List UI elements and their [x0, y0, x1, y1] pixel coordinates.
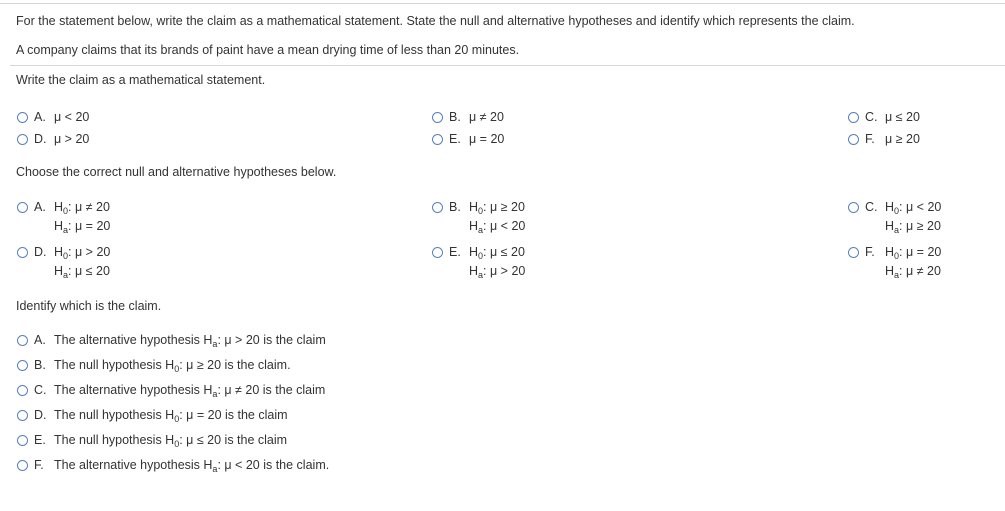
option-letter: D. — [34, 408, 47, 422]
option-letter: B. — [449, 110, 461, 124]
hypotheses-pair — [885, 243, 941, 281]
radio-button[interactable] — [432, 112, 443, 123]
part2-option-e[interactable] — [432, 245, 525, 281]
part2-option-b[interactable] — [432, 200, 525, 236]
option-letter: D. — [34, 245, 47, 259]
part1-option-a[interactable] — [17, 110, 89, 125]
null-hypothesis: $H_0$: μ = 20 — [885, 245, 942, 261]
radio-button[interactable] — [17, 335, 28, 346]
hypotheses-pair — [885, 198, 941, 236]
option-letter: E. — [34, 433, 46, 447]
hypotheses-pair — [54, 243, 110, 281]
radio-button[interactable] — [17, 435, 28, 446]
part2-option-f[interactable] — [848, 245, 941, 281]
part3-instruction: Identify which is the claim. — [16, 299, 162, 313]
part2-option-c[interactable] — [848, 200, 941, 236]
radio-button[interactable] — [17, 247, 28, 258]
alternative-hypothesis: $H_a$: μ ≠ 20 — [885, 264, 941, 280]
alternative-hypothesis: $H_a$: μ ≤ 20 — [54, 264, 110, 280]
part3-option-a[interactable] — [17, 333, 326, 348]
option-text: μ ≤ 20 — [885, 110, 920, 124]
option-letter: B. — [449, 200, 461, 214]
radio-button[interactable] — [17, 460, 28, 471]
option-letter: B. — [34, 358, 46, 372]
option-text: μ ≥ 20 — [885, 132, 920, 146]
radio-button[interactable] — [17, 360, 28, 371]
option-text: The alternative hypothesis $H_a$: μ > 20 is the claim — [54, 333, 326, 349]
radio-button[interactable] — [848, 112, 859, 123]
part3-option-e[interactable] — [17, 433, 287, 448]
option-text: The null hypothesis $H_0$: μ ≤ 20 is the claim — [54, 433, 288, 449]
radio-button[interactable] — [432, 247, 443, 258]
option-letter: C. — [34, 383, 47, 397]
radio-button[interactable] — [17, 385, 28, 396]
part3-option-f[interactable] — [17, 458, 329, 473]
part1-instruction: Write the claim as a mathematical statement. — [16, 73, 266, 87]
null-hypothesis: $H_0$: μ ≠ 20 — [54, 200, 110, 216]
option-letter: D. — [34, 132, 47, 146]
null-hypothesis: $H_0$: μ ≤ 20 — [469, 245, 525, 261]
radio-button[interactable] — [17, 202, 28, 213]
alternative-hypothesis: $H_a$: μ ≥ 20 — [885, 219, 941, 235]
alternative-hypothesis: $H_a$: μ > 20 — [469, 264, 526, 280]
part3-option-d[interactable] — [17, 408, 288, 423]
hypotheses-pair — [469, 243, 525, 281]
radio-button[interactable] — [432, 202, 443, 213]
option-letter: F. — [865, 132, 875, 146]
option-text: μ ≠ 20 — [469, 110, 504, 124]
top-border — [0, 3, 1005, 4]
radio-button[interactable] — [848, 202, 859, 213]
radio-button[interactable] — [17, 112, 28, 123]
part3-option-b[interactable] — [17, 358, 291, 373]
radio-button[interactable] — [848, 134, 859, 145]
alternative-hypothesis: $H_a$: μ < 20 — [469, 219, 526, 235]
option-text: The alternative hypothesis $H_a$: μ ≠ 20 is the claim — [54, 383, 326, 399]
part3-option-c[interactable] — [17, 383, 325, 398]
option-text: μ < 20 — [54, 110, 90, 124]
option-letter: C. — [865, 200, 878, 214]
hypotheses-pair — [469, 198, 525, 236]
radio-button[interactable] — [17, 410, 28, 421]
null-hypothesis: $H_0$: μ > 20 — [54, 245, 111, 261]
option-letter: E. — [449, 132, 461, 146]
radio-button[interactable] — [432, 134, 443, 145]
option-letter: A. — [34, 333, 46, 347]
option-letter: A. — [34, 110, 46, 124]
option-text: The null hypothesis $H_0$: μ ≥ 20 is the claim. — [54, 358, 291, 374]
option-text: The alternative hypothesis $H_a$: μ < 20 is the claim. — [54, 458, 330, 474]
divider — [10, 65, 1005, 66]
option-letter: A. — [34, 200, 46, 214]
option-text: The null hypothesis $H_0$: μ = 20 is the claim — [54, 408, 288, 424]
hypotheses-pair — [54, 198, 110, 236]
option-letter: E. — [449, 245, 461, 259]
part1-option-b[interactable] — [432, 110, 504, 125]
option-letter: F. — [34, 458, 44, 472]
question-prompt: For the statement below, write the claim as a mathematical statement. State the null and alternative hypotheses and identify which represents the claim. — [16, 14, 855, 28]
claim-statement: A company claims that its brands of paint have a mean drying time of less than 20 minutes. — [16, 43, 520, 57]
alternative-hypothesis: $H_a$: μ = 20 — [54, 219, 111, 235]
option-letter: C. — [865, 110, 878, 124]
part1-option-d[interactable] — [17, 132, 89, 147]
option-letter: F. — [865, 245, 875, 259]
option-text: μ = 20 — [469, 132, 505, 146]
part2-instruction: Choose the correct null and alternative hypotheses below. — [16, 165, 337, 179]
radio-button[interactable] — [848, 247, 859, 258]
null-hypothesis: $H_0$: μ < 20 — [885, 200, 942, 216]
part2-option-d[interactable] — [17, 245, 110, 281]
option-text: μ > 20 — [54, 132, 90, 146]
part2-option-a[interactable] — [17, 200, 110, 236]
null-hypothesis: $H_0$: μ ≥ 20 — [469, 200, 525, 216]
part1-option-e[interactable] — [432, 132, 504, 147]
radio-button[interactable] — [17, 134, 28, 145]
part1-option-f[interactable] — [848, 132, 920, 147]
part1-option-c[interactable] — [848, 110, 920, 125]
